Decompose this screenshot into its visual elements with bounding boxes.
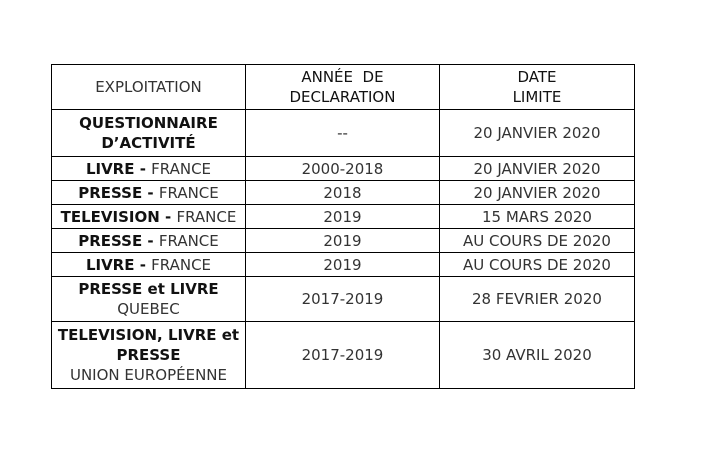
cell-annee: 2017-2019	[245, 322, 439, 389]
media-label: PRESSE	[78, 183, 143, 202]
cell-annee: 2018	[245, 181, 439, 205]
cell-exploitation	[52, 322, 246, 389]
separator: -	[142, 231, 159, 250]
media-label: TELEVISION	[60, 207, 160, 226]
header-annee-line1: ANNÉE DE	[301, 68, 384, 86]
cell-date: AU COURS DE 2020	[439, 229, 634, 253]
exploitation-line1: QUESTIONNAIRE	[79, 114, 218, 132]
declaration-deadlines-table	[51, 64, 635, 389]
header-date-line1: DATE	[517, 68, 557, 86]
cell-annee: --	[245, 110, 439, 157]
cell-date: AU COURS DE 2020	[439, 253, 634, 277]
header-annee-declaration	[245, 65, 439, 110]
cell-annee: 2019	[245, 229, 439, 253]
media-label: LIVRE	[85, 159, 135, 178]
cell-exploitation	[52, 277, 246, 322]
cell-exploitation	[52, 181, 246, 205]
table-row	[52, 181, 635, 205]
cell-date: 15 MARS 2020	[439, 205, 634, 229]
cell-annee: 2019	[245, 253, 439, 277]
cell-date: 28 FEVRIER 2020	[439, 277, 634, 322]
media-label-line2: PRESSE	[116, 346, 181, 364]
cell-annee: 2017-2019	[245, 277, 439, 322]
region-label: QUEBEC	[117, 300, 180, 318]
header-exploitation-label: EXPLOITATION	[95, 78, 202, 96]
table-row	[52, 253, 635, 277]
media-label: LIVRE	[85, 255, 135, 274]
header-annee-line2: DECLARATION	[289, 88, 396, 106]
cell-date: 20 JANVIER 2020	[439, 110, 634, 157]
header-date-limite	[439, 65, 634, 110]
cell-exploitation	[52, 229, 246, 253]
media-label: PRESSE	[78, 231, 143, 250]
table-row	[52, 229, 635, 253]
cell-annee: 2019	[245, 205, 439, 229]
region-label: UNION EUROPÉENNE	[69, 366, 227, 384]
cell-date: 20 JANVIER 2020	[439, 157, 634, 181]
region-label: FRANCE	[176, 207, 237, 226]
separator: -	[134, 159, 152, 178]
table-header-row	[52, 65, 635, 110]
cell-annee: 2000-2018	[245, 157, 439, 181]
separator: -	[159, 207, 177, 226]
table-row	[52, 277, 635, 322]
cell-date: 30 AVRIL 2020	[439, 322, 634, 389]
region-label: FRANCE	[158, 183, 219, 202]
table-row	[52, 157, 635, 181]
media-label-line1: TELEVISION, LIVRE et	[57, 326, 240, 344]
region-label: FRANCE	[158, 231, 219, 250]
separator: -	[134, 255, 152, 274]
media-label: PRESSE et LIVRE	[78, 280, 219, 298]
cell-date: 20 JANVIER 2020	[439, 181, 634, 205]
cell-exploitation	[52, 253, 246, 277]
cell-exploitation	[52, 110, 246, 157]
region-label: FRANCE	[151, 159, 212, 178]
cell-exploitation	[52, 157, 246, 181]
table-row	[52, 110, 635, 157]
table-row	[52, 322, 635, 389]
region-label: FRANCE	[151, 255, 212, 274]
separator: -	[142, 183, 159, 202]
exploitation-line2: D’ACTIVITÉ	[101, 134, 196, 152]
cell-exploitation	[52, 205, 246, 229]
header-exploitation	[52, 65, 246, 110]
header-date-line2: LIMITE	[512, 88, 562, 106]
table-row	[52, 205, 635, 229]
